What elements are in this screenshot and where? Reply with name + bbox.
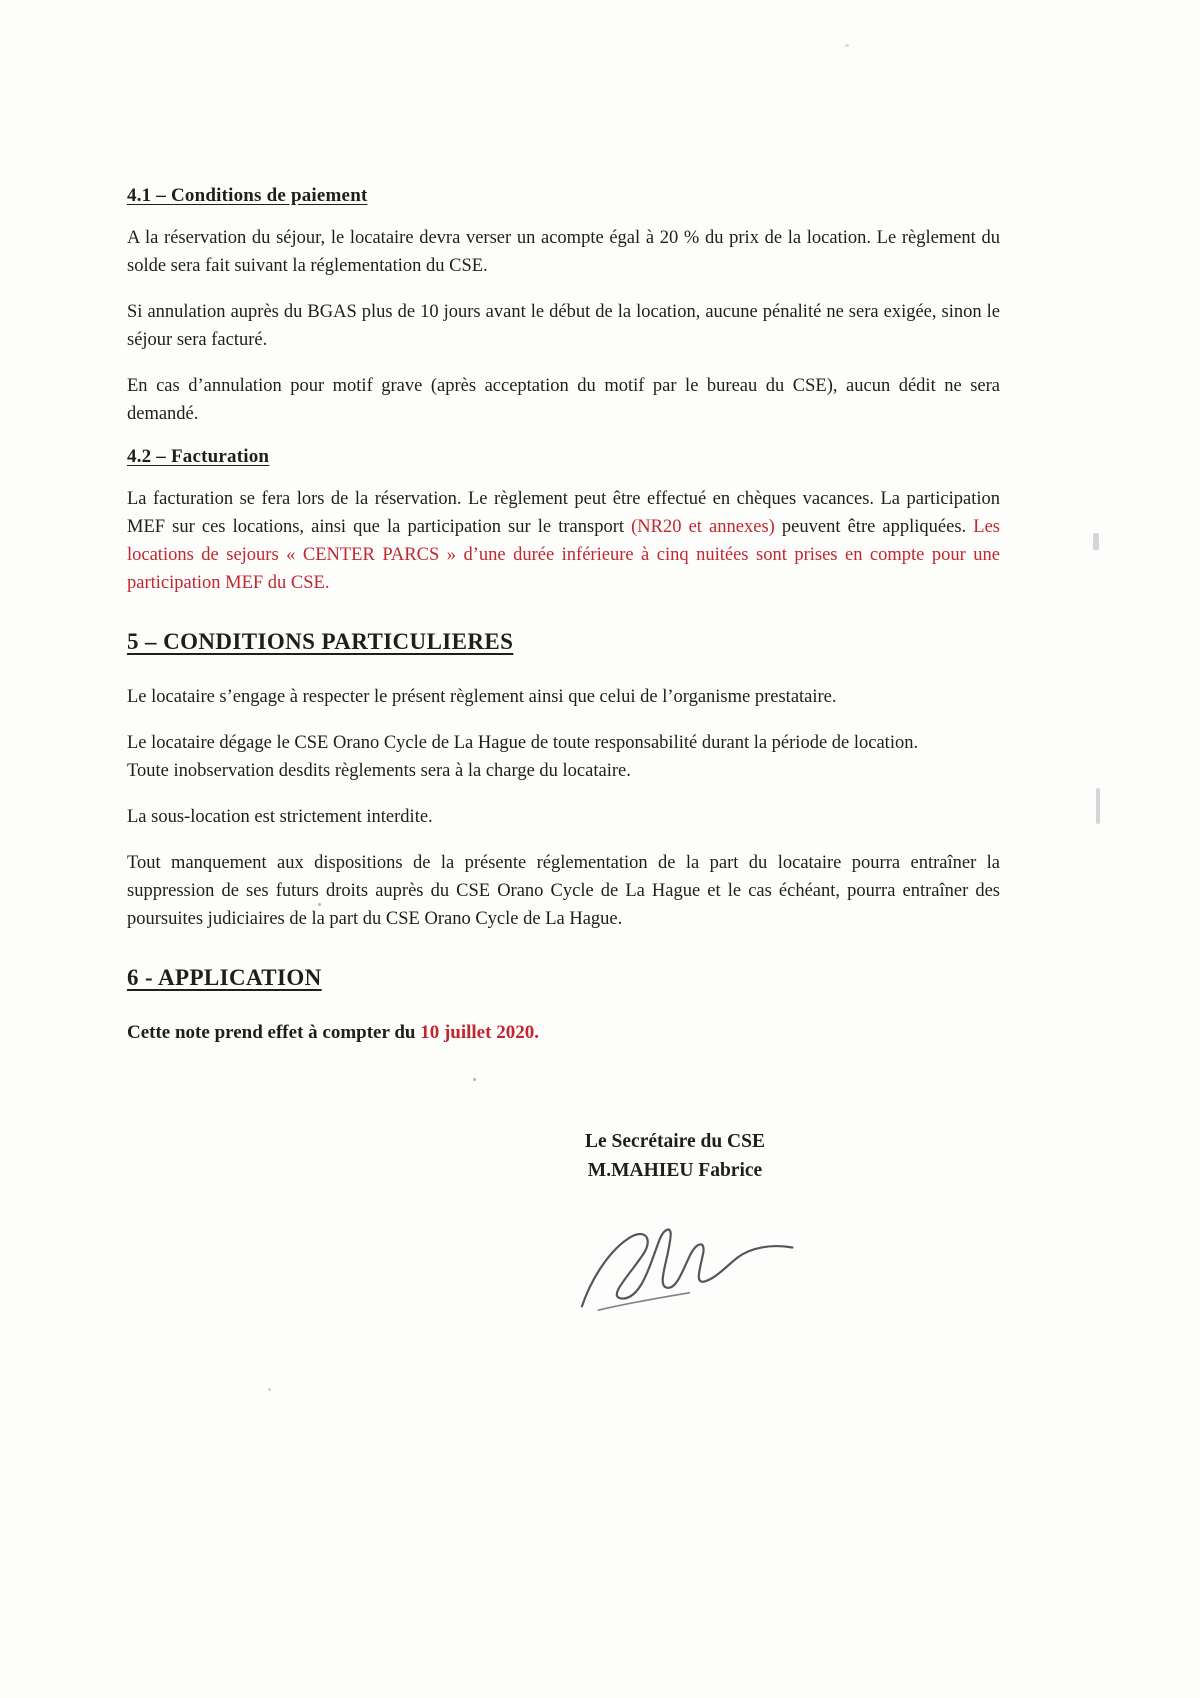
scan-artifact [1093,533,1099,550]
responsabilite-line-1: Le locataire dégage le CSE Orano Cycle de La Hague de toute responsabilité durant la période de location. [127,733,919,753]
effective-date-text: Cette note prend effet à compter du [127,1022,421,1043]
responsabilite-line-2: Toute inobservation desdits règlements sera à la charge du locataire. [127,761,631,781]
paragraph-facturation [127,485,1000,597]
paragraph-responsabilite [127,729,1000,785]
section-4-1-heading: 4.1 – Conditions de paiement [127,185,368,206]
handwritten-signature [561,1195,808,1326]
paragraph-engagement: Le locataire s’engage à respecter le présent règlement ainsi que celui de l’organisme prestataire. [127,687,837,707]
section-5-heading: 5 – CONDITIONS PARTICULIERES [127,629,514,654]
effective-date-line [127,1019,1000,1047]
paragraph-annulation-bgas: Si annulation auprès du BGAS plus de 10 jours avant le début de la location, aucune pénalité ne sera exigée, sinon le séjour sera facturé. [127,302,1000,350]
paragraph-annulation-motif-grave: En cas d’annulation pour motif grave (après acceptation du motif par le bureau du CSE), aucun dédit ne sera demandé. [127,376,1000,424]
facturation-text: La facturation se fera lors de la réservation. Le règlement peut être effectué en chèques vacances. La participation MEF sur ces locations, ainsi que la participation sur le transport [127,489,1000,537]
scan-speck [318,903,321,906]
facturation-red-center-parcs: Les locations de sejours « CENTER PARCS » d’une durée inférieure à cinq nuitées sont prises en compte pour une participation MEF du CSE. [127,517,1000,593]
scan-speck [473,1078,476,1081]
facturation-text-2: peuvent être appliquées. [774,517,974,537]
scan-speck [845,44,849,47]
paragraph-sous-location: La sous-location est strictement interdite. [127,807,433,827]
signature-scribble-icon [561,1195,808,1321]
section-4-2-heading: 4.2 – Facturation [127,446,270,467]
scan-speck [268,1388,271,1391]
signatory-title: Le Secrétaire du CSE [585,1131,765,1152]
signature-block [585,1127,765,1185]
effective-date-red: 10 juillet 2020. [420,1022,539,1043]
scan-artifact [1096,788,1100,824]
paragraph-manquement: Tout manquement aux dispositions de la présente réglementation de la part du locataire pourra entraîner la suppression de ses futurs droits auprès du CSE Orano Cycle de La Hague et le cas échéant, pourra entraîner des poursuites judiciaires de la part du CSE Orano Cycle de La Hague. [127,853,1000,929]
facturation-red-nr20: (NR20 et annexes) [631,517,775,537]
paragraph-reservation-acompte: A la réservation du séjour, le locataire devra verser un acompte égal à 20 % du prix de la location. Le règlement du solde sera fait suivant la réglementation du CSE. [127,228,1000,276]
signatory-name: M.MAHIEU Fabrice [587,1160,763,1181]
section-6-heading: 6 - APPLICATION [127,965,322,990]
